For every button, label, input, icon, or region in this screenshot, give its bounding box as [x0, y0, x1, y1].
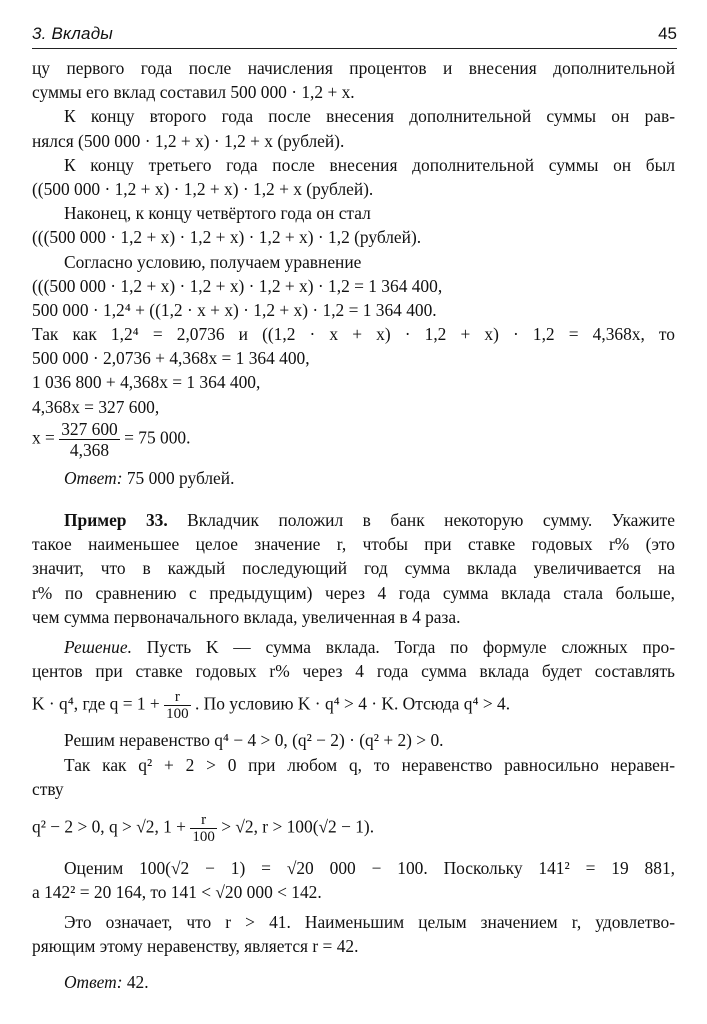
text-line: Так как q² + 2 > 0 при любом q, то неравенство равносильно неравен- — [64, 754, 675, 775]
text-line: Оценим 100(√2 − 1) = √20 000 − 100. Поскольку 141² = 19 881, — [64, 857, 675, 878]
text-line: центов при ставке годовых r% через 4 года сумма вклада будет составлять — [32, 661, 675, 682]
formula-line: ((500 000 · 1,2 + x) · 1,2 + x) · 1,2 + x (рублей). — [32, 178, 374, 199]
solution-heading-line — [32, 635, 675, 659]
text-line: К концу второго года после внесения дополнительной суммы он рав- — [64, 106, 675, 127]
fraction-denominator: 100 — [166, 706, 189, 723]
fraction — [59, 419, 120, 460]
fraction-equation — [32, 689, 675, 722]
text-line: К концу третьего года после внесения дополнительной суммы он был — [64, 154, 675, 175]
text-line: такое наименьшее целое значение r, чтобы при ставке годовых r% (это — [32, 534, 675, 555]
answer-line — [32, 970, 675, 994]
text-line: Так как 1,2⁴ = 2,0736 и ((1,2 · x + x) · 1,2 + x) · 1,2 = 4,368x, то — [32, 324, 675, 345]
text-line: Решим неравенство q⁴ − 4 > 0, (q² − 2) · (q² + 2) > 0. — [64, 730, 444, 751]
text-line: значит, что в каждый последующий год сумма вклада увеличивается на — [32, 558, 675, 579]
eq-left: K · q⁴, где q = 1 + — [32, 693, 160, 714]
running-header — [32, 20, 677, 49]
formula-line: 1 036 800 + 4,368x = 1 364 400, — [32, 372, 261, 393]
page-body — [32, 56, 675, 994]
fraction-equation — [32, 812, 675, 845]
answer-value: 75 000 рублей. — [122, 467, 235, 488]
answer-line — [32, 466, 675, 490]
text-line: Это означает, что r > 41. Наименьшим целым значением r, удовлетво- — [64, 912, 675, 933]
eq-right: > √2, r > 100(√2 − 1). — [221, 816, 375, 837]
answer-label: Ответ: — [64, 467, 123, 488]
formula-line: (((500 000 · 1,2 + x) · 1,2 + x) · 1,2 + x) · 1,2 (рублей). — [32, 227, 422, 248]
solution-text: Пусть K — сумма вклада. Тогда по формуле сложных про- — [131, 636, 675, 657]
text-line: ряющим этому неравенству, является r = 42. — [32, 936, 359, 957]
solution-label: Решение. — [64, 636, 132, 657]
fraction-numerator: r — [174, 689, 180, 706]
example-text: Вкладчик положил в банк некоторую сумму. Укажите — [167, 510, 675, 530]
text-line: Согласно условию, получаем уравнение — [64, 251, 362, 272]
text-line: нялся (500 000 · 1,2 + x) · 1,2 + x (рублей). — [32, 130, 345, 151]
formula-line: (((500 000 · 1,2 + x) · 1,2 + x) · 1,2 + x) · 1,2 = 1 364 400, — [32, 275, 443, 296]
eq-right: = 75 000. — [124, 427, 191, 448]
fraction-denominator: 4,368 — [59, 439, 120, 460]
fraction-numerator: r — [201, 811, 207, 828]
fraction — [190, 812, 217, 845]
fraction-denominator: 100 — [192, 828, 215, 845]
text-line: r% по сравнению с предыдущим) через 4 года сумма вклада стала больше, — [32, 582, 675, 603]
page-number: 45 — [658, 24, 677, 43]
formula-line: 500 000 · 2,0736 + 4,368x = 1 364 400, — [32, 348, 310, 369]
text-line: Наконец, к концу четвёртого года он стал — [64, 203, 371, 224]
text-line: ству — [32, 778, 64, 799]
answer-label: Ответ: — [64, 971, 123, 992]
fraction-equation — [32, 419, 675, 460]
eq-left: q² − 2 > 0, q > √2, 1 + — [32, 816, 186, 837]
text-line: чем сумма первоначального вклада, увеличенная в 4 раза. — [32, 606, 461, 627]
formula-line: 500 000 · 1,2⁴ + ((1,2 · x + x) · 1,2 + x) · 1,2 = 1 364 400. — [32, 299, 437, 320]
text-line: а 142² = 20 164, то 141 < √20 000 < 142. — [32, 882, 322, 903]
formula-line: 4,368x = 327 600, — [32, 396, 160, 417]
text-line: цу первого года после начисления процентов и внесения дополнительной — [32, 58, 675, 78]
text-line: суммы его вклад составил 500 000 · 1,2 + x. — [32, 82, 355, 103]
chapter-title: 3. Вклады — [32, 24, 114, 43]
fraction — [164, 689, 191, 722]
fraction-numerator: 327 600 — [61, 418, 118, 439]
example-heading-line — [32, 508, 675, 532]
answer-value: 42. — [122, 971, 149, 992]
example-label: Пример 33. — [64, 510, 168, 530]
eq-right: . По условию K · q⁴ > 4 · K. Отсюда q⁴ > 4. — [194, 693, 511, 714]
eq-left: x = — [32, 427, 55, 448]
